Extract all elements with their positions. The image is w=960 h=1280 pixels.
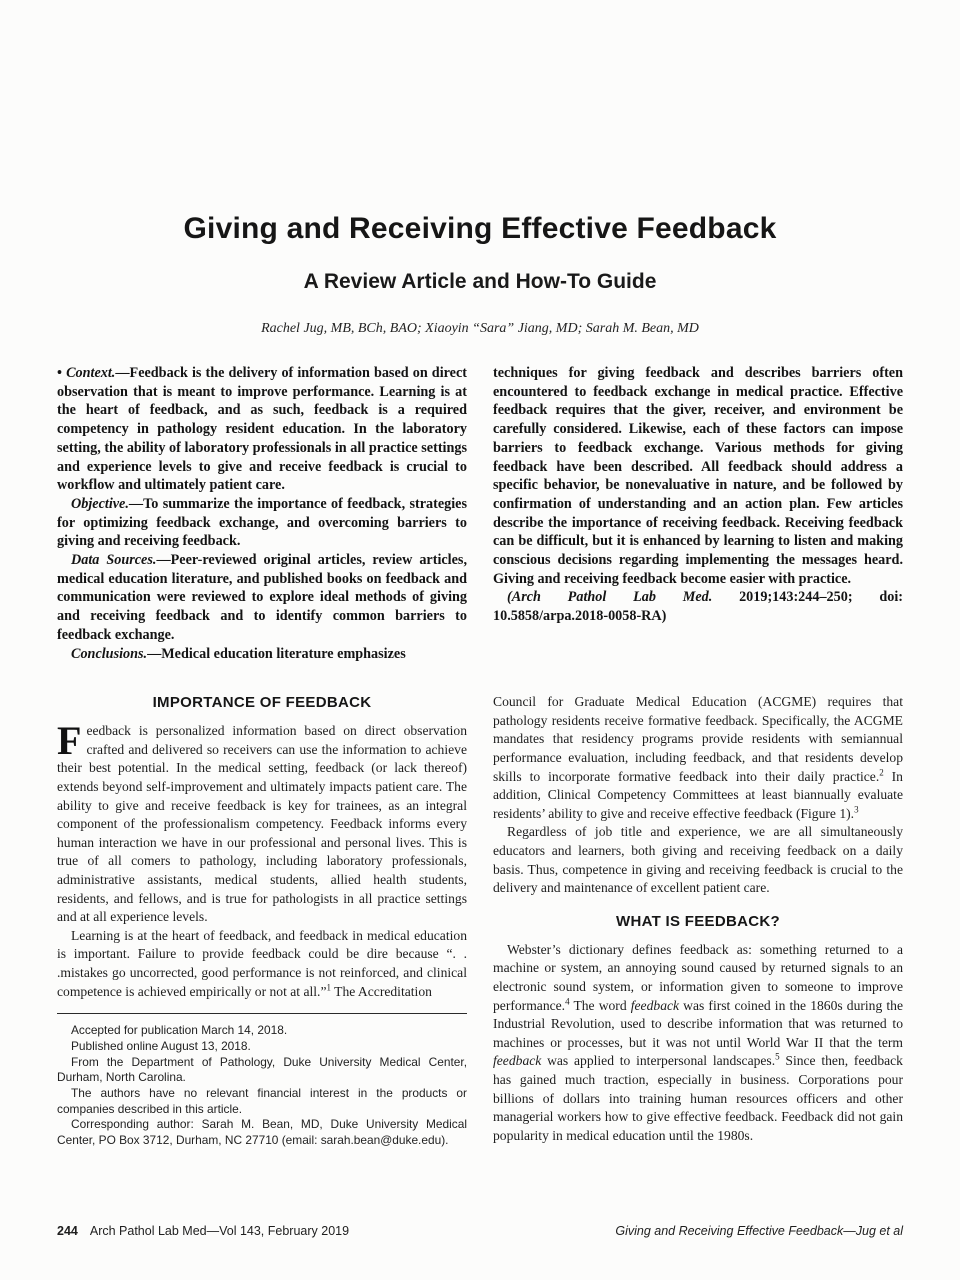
body-left-column (57, 693, 467, 1149)
journal-volume: Arch Pathol Lab Med—Vol 143, February 2019 (89, 1224, 350, 1238)
footnote-published: Published online August 13, 2018. (71, 1038, 251, 1053)
section-heading-what-is-feedback: WHAT IS FEEDBACK? (616, 912, 780, 930)
body-right-column (493, 693, 903, 1149)
drop-cap: F (57, 718, 82, 764)
footnote-disclosure: The authors have no relevant financial interest in the products or companies described in this article. (57, 1085, 467, 1116)
abstract-context-paragraph (57, 364, 467, 495)
body-paragraph-text: eedback is personalized information based on direct observation crafted and delivered so receivers can use the information to achieve their best potential. In the medical setting, feedback (or lack thereof) extends beyond self-improvement and ultimately impacts patient care. The ability to give and receive feedback is key for trainees, as an integral component of the professionalism competency. Feedback informs every human interaction we have in our professional and personal lives. This is true of all comers to pathology, including laboratory professionals, administrative assistants, medical students, allied health students, residents, and fellows, and is true for pathologists in all practice settings and at all experience levels. (57, 723, 467, 925)
abstract-left-column (57, 364, 467, 663)
abstract-data-sources-label: Data Sources. (71, 552, 157, 569)
abstract-conclusions-label: Conclusions. (71, 645, 148, 662)
abstract-objective-paragraph (57, 495, 467, 551)
body-paragraph: Webster’s dictionary defines feedback as: something returned to a machine or system, an annoying sound caused by returned signals to an electronic sound system, or information given to someone to improve performance.$^4$ The word feedback was first coined in the 1860s during the Industrial Revolution, used to describe information that was returned to machines or processes, but it was not until World War II that the term feedback was applied to interpersonal landscapes.$^5$ Since then, feedback has gained much traction, especially in business. Corporations pour billions of dollars into training human resources officers and other managerial workers how to give effective feedback. Feedback did not gain popularity in medical education until the 1980s. (493, 941, 903, 1143)
page-footer (57, 1224, 903, 1239)
footnote-divider (57, 1013, 467, 1014)
body-paragraph: Regardless of job title and experience, we are all simultaneously educators and learners, both giving and receiving feedback on a daily basis. Thus, competence in giving and receiving feedback is crucial to the delivery and maintenance of excellent patient care. (493, 824, 903, 896)
footnote-corresponding-author: Corresponding author: Sarah M. Bean, MD, Duke University Medical Center, PO Box 3712, Durham, NC 27710 (email: sarah.bean@duke.edu). (57, 1117, 467, 1148)
abstract-context-label: Context. (66, 365, 116, 381)
body-paragraph: Learning is at the heart of feedback, and feedback in medical education is important. Failure to provide feedback could be dire because “. . .mistakes go uncorrected, good performance is not reinforced, and clinical competence is achieved empirically or not at all.”$^1$ The Accreditation (57, 927, 467, 999)
footnote-accepted: Accepted for publication March 14, 2018. (71, 1023, 288, 1038)
article-header (57, 0, 903, 338)
article-body (57, 693, 903, 1149)
footnote-block (57, 1013, 467, 1149)
bullet-icon: • (57, 365, 62, 381)
authors-line: Rachel Jug, MB, BCh, BAO; Xiaoyin “Sara” Jiang, MD; Sarah M. Bean, MD (261, 321, 699, 336)
citation-journal: (Arch Pathol Lab Med. (507, 589, 713, 606)
abstract-conclusions-text: —Medical education literature emphasizes (147, 645, 406, 662)
abstract-section (57, 364, 903, 663)
page-number: 244 (57, 1224, 78, 1238)
footnote-affiliation: From the Department of Pathology, Duke University Medical Center, Durham, North Carolina. (57, 1054, 467, 1085)
abstract-citation (493, 588, 903, 625)
section-heading-importance-of-feedback: IMPORTANCE OF FEEDBACK (152, 694, 372, 712)
abstract-conclusions-paragraph (57, 645, 467, 664)
abstract-objective-text: —To summarize the importance of feedback, strategies for optimizing feedback exchange, and overcoming barriers to giving and receiving feedback. (57, 495, 467, 550)
running-title: Giving and Receiving Effective Feedback—Jug et al (615, 1224, 903, 1238)
abstract-right-column (493, 364, 903, 663)
citation-details: 2019;143:244–250; doi: 10.5858/arpa.2018-0058-RA) (493, 589, 904, 625)
abstract-continuation-paragraph: techniques for giving feedback and describes barriers often encountered to feedback exchange in medical practice. Effective feedback requires that the giver, receiver, and environment be carefully considered. Likewise, each of these factors can impose barriers to feedback exchange. Various methods for giving feedback have been described. All feedback should address a specific behavior, be nonevaluative in nature, and be followed by confirmation of understanding and an action plan. Few articles describe the importance of receiving feedback. Receiving feedback can be difficult, but it is enhanced by learning to listen and making conscious decisions regarding implementing the messages heard. Giving and receiving feedback become easier with practice. (493, 365, 903, 587)
abstract-context-text: —Feedback is the delivery of information based on direct observation that is meant to improve performance. Learning is at the heart of feedback, and as such, feedback is a required competency in pathology resident education. In the laboratory setting, the ability of laboratory professionals in all practice settings and experience levels to give and receive feedback is crucial to workflow and ultimately patient care. (57, 365, 468, 494)
abstract-data-sources-paragraph (57, 551, 467, 645)
abstract-objective-label: Objective. (71, 495, 129, 512)
body-paragraph (57, 718, 467, 927)
footer-journal-info (57, 1224, 349, 1239)
page-title: Giving and Receiving Effective Feedback (183, 212, 777, 245)
body-paragraph: Council for Graduate Medical Education (ACGME) requires that pathology residents receive formative feedback. Specifically, the ACGME mandates that residency programs provide residents with semiannual performance evaluation, including feedback, and that residents develop skills to incorporate formative feedback into their daily practice.$^2$ In addition, Clinical Competency Committees at least biannually evaluate residents’ ability to give and receive effective feedback (Figure 1).$^3$ (493, 694, 903, 821)
article-subtitle: A Review Article and How-To Guide (303, 270, 657, 293)
abstract-data-sources-text: —Peer-reviewed original articles, review articles, medical education literature, and published books on feedback and communication were reviewed to explore ideal methods of giving and receiving feedback and to identify common barriers to feedback exchange. (57, 552, 467, 643)
